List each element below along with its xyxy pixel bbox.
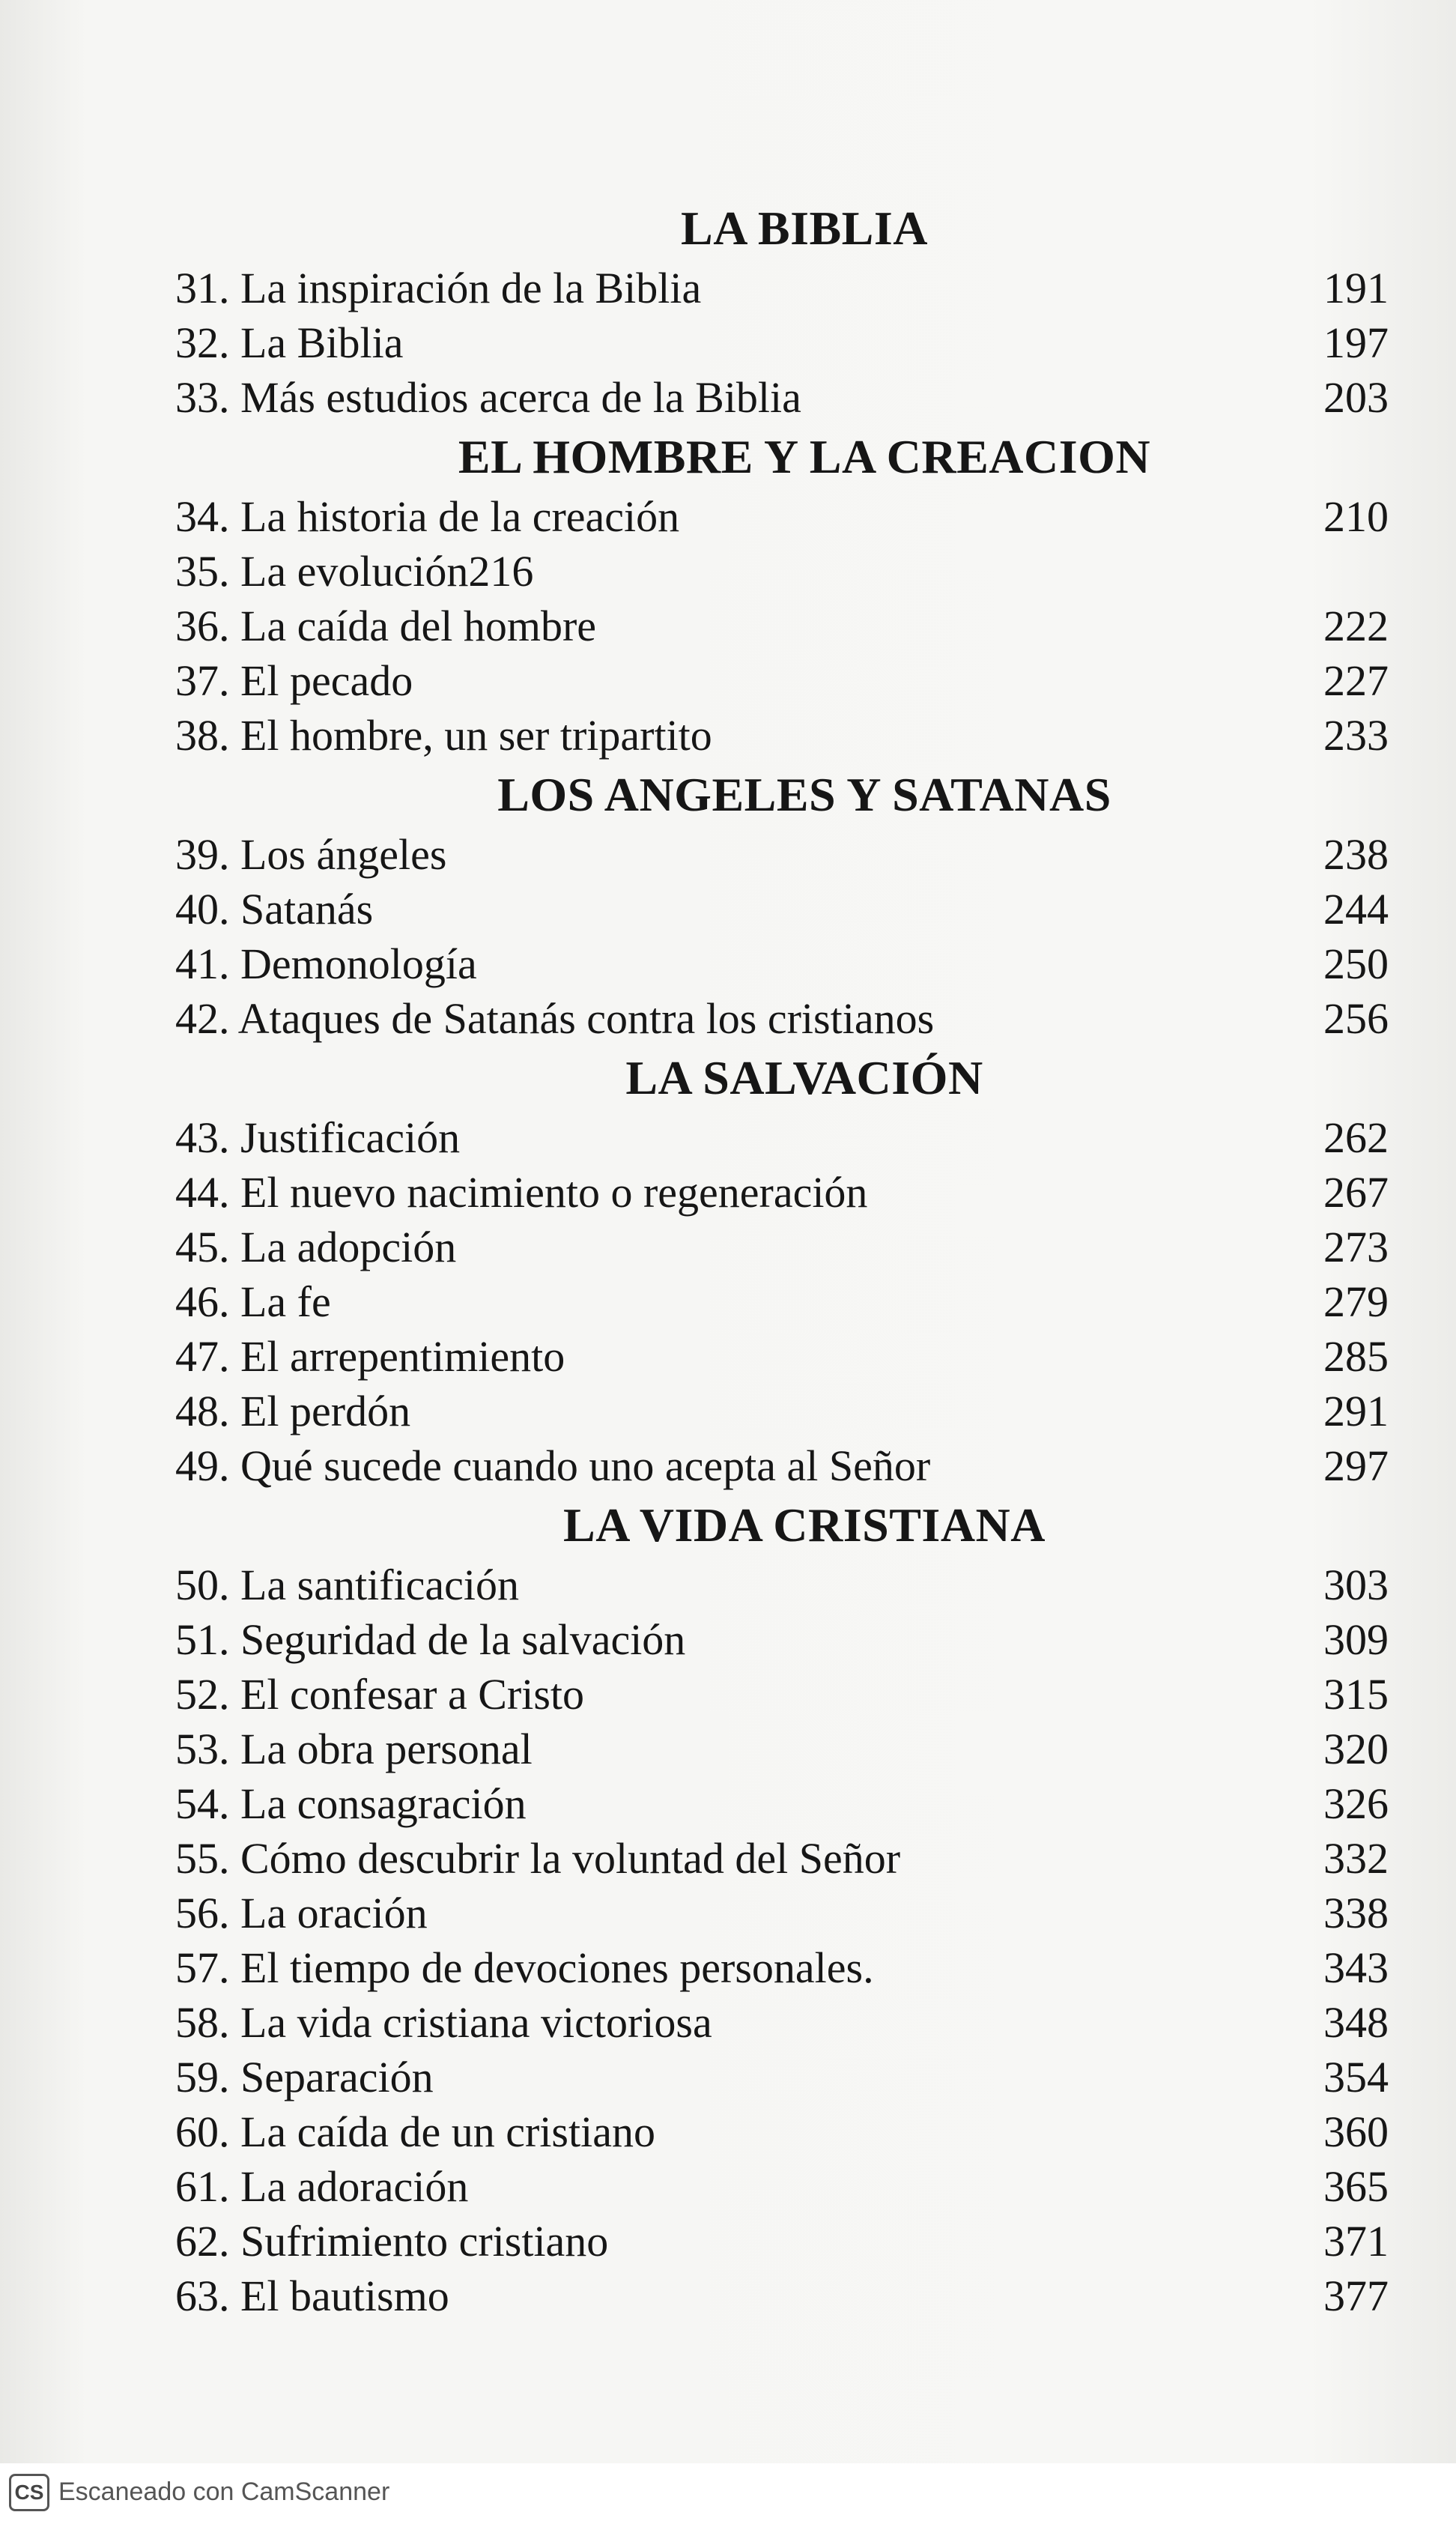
entry-page-number: 371: [1323, 2217, 1389, 2266]
toc-entry: [175, 882, 1389, 936]
entry-title: 40. Satanás: [175, 885, 374, 933]
entry-title: 37. El pecado: [175, 656, 413, 705]
entry-page-number: 267: [1323, 1168, 1389, 1217]
entry-page-number: 326: [1323, 1779, 1389, 1828]
toc-entry: [175, 261, 1389, 315]
entry-page-number: 197: [1323, 318, 1389, 367]
entry-page-number: 238: [1323, 830, 1389, 879]
entry-page-number: 348: [1323, 1998, 1389, 2047]
entry-title: 52. El confesar a Cristo: [175, 1670, 585, 1719]
entry-title: 62. Sufrimiento cristiano: [175, 2217, 609, 2266]
toc-entry: [175, 1165, 1389, 1220]
entry-title: 48. El perdón: [175, 1387, 411, 1435]
toc-entry: [175, 827, 1389, 882]
entry-page-number: 309: [1323, 1615, 1389, 1664]
section-heading: EL HOMBRE Y LA CREACION: [458, 430, 1151, 483]
toc-entry: [175, 1612, 1389, 1667]
entry-title: 32. La Biblia: [175, 318, 404, 367]
entry-title: 59. Separación: [175, 2053, 434, 2101]
entry-page-number: 210: [1323, 492, 1389, 541]
toc-entry: [175, 708, 1389, 763]
entry-page-number: 250: [1323, 939, 1389, 988]
entry-page-number: 227: [1323, 656, 1389, 705]
toc-entry: [175, 2104, 1389, 2159]
toc-entry: [175, 370, 1389, 425]
toc-entry: [175, 1220, 1389, 1274]
toc-entry: [175, 1995, 1389, 2050]
section-heading: LOS ANGELES Y SATANAS: [497, 768, 1111, 821]
entry-title: 45. La adopción: [175, 1223, 457, 1271]
entry-page-number: 203: [1323, 373, 1389, 422]
toc-entry: [175, 2159, 1389, 2214]
entry-page-number: 256: [1323, 994, 1389, 1043]
entry-title: 50. La santificación: [175, 1561, 519, 1609]
section-heading: LA SALVACIÓN: [625, 1051, 983, 1104]
entry-title: 58. La vida cristiana victoriosa: [175, 1998, 712, 2047]
entry-title: 60. La caída de un cristiano: [175, 2107, 655, 2156]
entry-title: 33. Más estudios acerca de la Biblia: [175, 373, 801, 422]
entry-page-number: 354: [1323, 2053, 1389, 2101]
entry-page-number: 315: [1323, 1670, 1389, 1719]
toc-entry: [175, 2214, 1389, 2269]
entry-page-number: 338: [1323, 1889, 1389, 1937]
toc-entry: [175, 315, 1389, 370]
entry-title: 43. Justificación: [175, 1113, 461, 1162]
toc-entry: [175, 1110, 1389, 1165]
entry-page-number: 279: [1323, 1277, 1389, 1326]
entry-page-number: 285: [1323, 1332, 1389, 1381]
section-heading: LA BIBLIA: [681, 202, 928, 255]
entry-title: 46. La fe: [175, 1277, 331, 1326]
entry-title: 55. Cómo descubrir la voluntad del Señor: [175, 1834, 901, 1883]
entry-title: 63. El bautismo: [175, 2272, 449, 2320]
entry-page-number: 244: [1323, 885, 1389, 933]
entry-title: 47. El arrepentimiento: [175, 1332, 565, 1381]
entry-page-number: 291: [1323, 1387, 1389, 1435]
entry-page-number: 365: [1323, 2162, 1389, 2211]
entry-page-number: 360: [1323, 2107, 1389, 2156]
toc-entry: [175, 991, 1389, 1046]
entry-page-number: 332: [1323, 1834, 1389, 1883]
toc-entry: [175, 1831, 1389, 1886]
toc-entry: [175, 599, 1389, 653]
entry-title: 39. Los ángeles: [175, 830, 447, 879]
entry-title: 41. Demonología: [175, 939, 477, 988]
entry-title: 56. La oración: [175, 1889, 428, 1937]
table-of-contents: [175, 196, 1389, 2323]
toc-entry: [175, 1722, 1389, 1776]
toc-entry: [175, 1886, 1389, 1940]
entry-page-number: 303: [1323, 1561, 1389, 1609]
entry-title: 57. El tiempo de devociones personales.: [175, 1943, 874, 1992]
entry-title: 51. Seguridad de la salvación: [175, 1615, 686, 1664]
entry-page-number: 297: [1323, 1441, 1389, 1490]
entry-title: 38. El hombre, un ser tripartito: [175, 711, 712, 760]
scanner-footer: [0, 2463, 1456, 2521]
toc-entry: [175, 653, 1389, 708]
toc-entry: [175, 2269, 1389, 2323]
entry-page-number: 320: [1323, 1725, 1389, 1773]
toc-entry: [175, 1438, 1389, 1493]
entry-title: 44. El nuevo nacimiento o regeneración: [175, 1168, 868, 1217]
entry-title: 36. La caída del hombre: [175, 602, 597, 650]
entry-title: 35. La evolución216: [175, 547, 534, 596]
entry-title: 49. Qué sucede cuando uno acepta al Señor: [175, 1441, 931, 1490]
entry-page-number: 343: [1323, 1943, 1389, 1992]
toc-entry: [175, 544, 1389, 599]
toc-entry: [175, 1776, 1389, 1831]
toc-entry: [175, 1558, 1389, 1612]
toc-entry: [175, 1667, 1389, 1722]
toc-entry: [175, 1274, 1389, 1329]
entry-title: 61. La adoración: [175, 2162, 469, 2211]
camscanner-logo-icon: CS: [9, 2474, 49, 2511]
entry-page-number: 377: [1323, 2272, 1389, 2320]
entry-page-number: 222: [1323, 602, 1389, 650]
entry-title: 54. La consagración: [175, 1779, 527, 1828]
toc-entry: [175, 1940, 1389, 1995]
entry-title: 31. La inspiración de la Biblia: [175, 264, 702, 312]
toc-entry: [175, 1384, 1389, 1438]
entry-title: 42. Ataques de Satanás contra los cristianos: [175, 994, 935, 1043]
toc-entry: [175, 489, 1389, 544]
entry-page-number: 273: [1323, 1223, 1389, 1271]
scanner-watermark: Escaneado con CamScanner: [58, 2478, 390, 2506]
section-heading: LA VIDA CRISTIANA: [563, 1498, 1046, 1552]
toc-entry: [175, 936, 1389, 991]
toc-entry: [175, 1329, 1389, 1384]
toc-entry: [175, 2050, 1389, 2104]
entry-title: 34. La historia de la creación: [175, 492, 680, 541]
entry-page-number: 191: [1323, 264, 1389, 312]
entry-title: 53. La obra personal: [175, 1725, 533, 1773]
entry-page-number: 233: [1323, 711, 1389, 760]
entry-page-number: 262: [1323, 1113, 1389, 1162]
